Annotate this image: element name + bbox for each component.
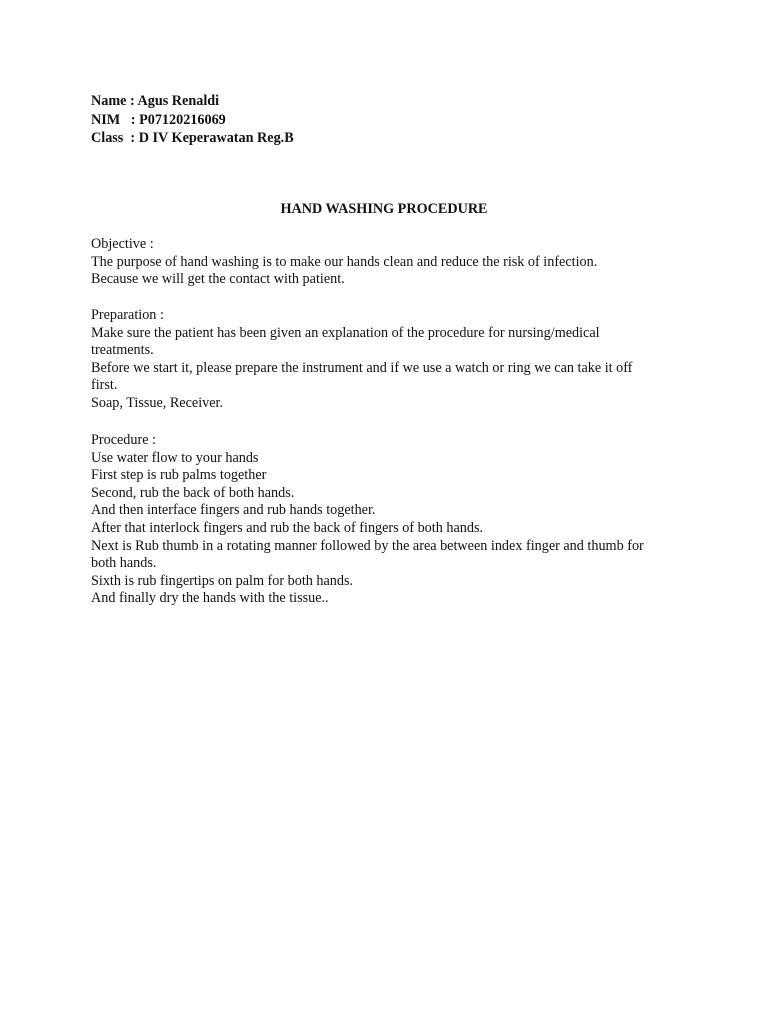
- preparation-line: treatments.: [91, 342, 154, 359]
- preparation-line: Before we start it, please prepare the instrument and if we use a watch or ring we can take it off: [91, 359, 633, 376]
- student-class: Class : D IV Keperawatan Reg.B: [91, 130, 294, 146]
- document-title-wrapper: [0, 201, 768, 219]
- procedure-line: And then interface fingers and rub hands together.: [91, 502, 376, 519]
- objective-line: Because we will get the contact with patient.: [91, 271, 345, 288]
- student-name: Name : Agus Renaldi: [91, 93, 220, 109]
- procedure-line: both hands.: [91, 555, 157, 572]
- procedure-heading: Procedure :: [91, 432, 157, 448]
- procedure-line: Next is Rub thumb in a rotating manner followed by the area between index finger and thumb for: [91, 537, 644, 554]
- document-title: HAND WASHING PROCEDURE: [280, 201, 488, 217]
- preparation-line: Soap, Tissue, Receiver.: [91, 394, 224, 411]
- objective-section: [91, 236, 671, 289]
- student-info: [91, 93, 294, 149]
- procedure-line: And finally dry the hands with the tissue..: [91, 590, 329, 607]
- preparation-line: first.: [91, 377, 118, 394]
- procedure-section: [91, 432, 671, 608]
- objective-line: The purpose of hand washing is to make our hands clean and reduce the risk of infection.: [91, 253, 598, 270]
- preparation-line: Make sure the patient has been given an explanation of the procedure for nursing/medical: [91, 324, 600, 341]
- procedure-line: First step is rub palms together: [91, 467, 267, 484]
- preparation-heading: Preparation :: [91, 307, 164, 323]
- procedure-line: Second, rub the back of both hands.: [91, 484, 295, 501]
- student-nim: NIM : P07120216069: [91, 111, 226, 128]
- preparation-section: [91, 307, 671, 413]
- procedure-line: After that interlock fingers and rub the back of fingers of both hands.: [91, 519, 484, 536]
- procedure-line: Use water flow to your hands: [91, 449, 259, 466]
- procedure-line: Sixth is rub fingertips on palm for both hands.: [91, 572, 354, 589]
- objective-heading: Objective :: [91, 236, 154, 252]
